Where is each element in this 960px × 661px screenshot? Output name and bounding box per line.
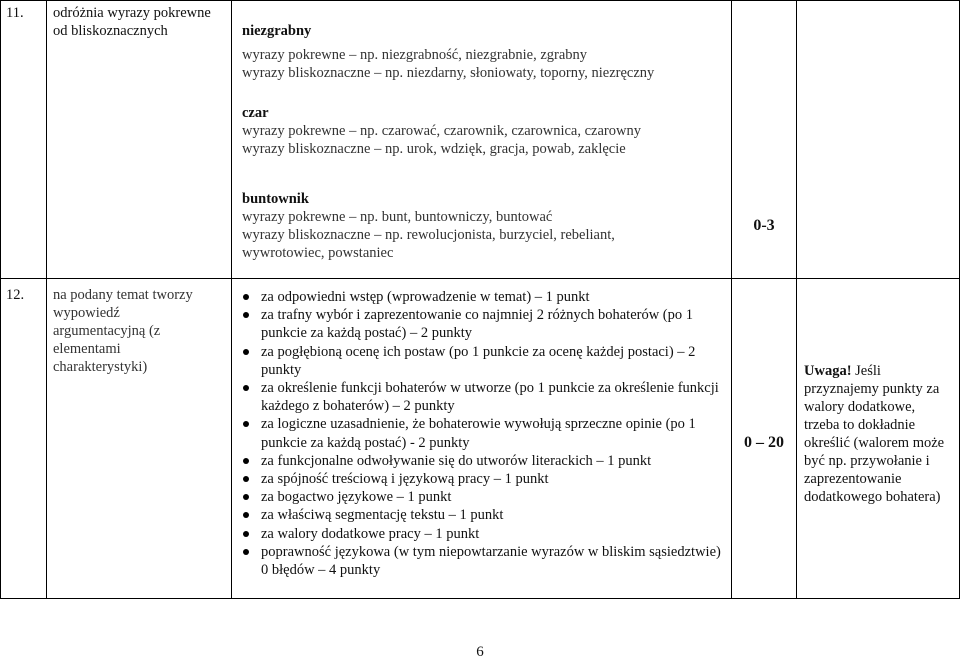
note-text: Jeśli przyznajemy punkty za walory dodatkowe, trzeba to dokładnie określić (walorem może być np. przywołanie i zaprezentowanie dodatkowego bohatera) — [804, 363, 945, 505]
line-text: – np. niezdarny, słoniowaty, toporny, niezręczny — [370, 65, 655, 81]
row12-number: 12. — [6, 287, 25, 303]
line-label: wyrazy pokrewne — [242, 123, 346, 139]
word-group — [242, 98, 722, 190]
list-item — [239, 415, 724, 451]
row11-points: 0-3 — [753, 217, 775, 234]
row11-task: odróżnia wyrazy pokrewne od bliskoznacznych — [53, 5, 211, 39]
list-item — [239, 506, 724, 524]
group-line — [242, 64, 722, 82]
bullet-icon — [243, 494, 249, 500]
word-group — [242, 190, 722, 262]
list-item — [239, 343, 724, 379]
group-line — [242, 208, 722, 226]
row11-number: 11. — [6, 5, 24, 21]
list-item — [239, 525, 724, 543]
line-label: wyrazy pokrewne — [242, 47, 346, 63]
word-group — [242, 22, 722, 98]
group-line — [242, 226, 722, 244]
list-item — [239, 306, 724, 342]
bullet-icon — [243, 512, 249, 518]
criterion-text: za funkcjonalne odwoływanie się do utworów literackich – 1 punkt — [261, 452, 652, 469]
group-line — [242, 244, 722, 262]
criterion-text: za bogactwo językowe – 1 punkt — [261, 489, 452, 506]
group-word: niezgrabny — [242, 23, 312, 39]
bullet-icon — [243, 531, 249, 537]
errors-line: 0 błędów – 4 punkty — [261, 562, 381, 579]
list-item — [239, 543, 724, 579]
line-text: – np. bunt, buntowniczy, buntować — [345, 209, 553, 225]
row12-points: 0 – 20 — [744, 434, 784, 451]
group-line — [242, 46, 722, 64]
row11-content — [242, 22, 722, 262]
col-divider-task — [231, 0, 232, 599]
list-item — [239, 470, 724, 488]
bullet-icon — [243, 421, 249, 427]
bullet-icon — [243, 476, 249, 482]
criterion-text: za pogłębioną ocenę ich postaw (po 1 punkcie za ocenę każdej postaci) – 2 punkty — [261, 343, 696, 378]
col-divider-content — [731, 0, 732, 599]
criterion-text: za trafny wybór i zaprezentowanie co najmniej 2 różnych bohaterów (po 1 punkcie za każdą postać) – 2 punkty — [261, 307, 694, 342]
criterion-text: za właściwą segmentację tekstu – 1 punkt — [261, 507, 504, 524]
table-border-left — [0, 0, 1, 599]
criterion-text: poprawność językowa (w tym niepowtarzanie wyrazów w bliskim sąsiedztwie) — [261, 543, 721, 560]
table-border-bottom — [0, 598, 960, 599]
group-word: buntownik — [242, 191, 309, 207]
list-item — [239, 379, 724, 415]
note-label: Uwaga! — [804, 363, 852, 379]
bullet-icon — [243, 312, 249, 318]
bullet-icon — [243, 349, 249, 355]
list-item — [239, 452, 724, 470]
criterion-text: za określenie funkcji bohaterów w utworze (po 1 punkcie za określenie funkcji każdego z bohaterów) – 2 punkty — [261, 380, 719, 415]
list-item — [239, 488, 724, 506]
line-label: wyrazy pokrewne — [242, 209, 346, 225]
col-divider-num — [46, 0, 47, 599]
criterion-text: za walory dodatkowe pracy – 1 punkt — [261, 525, 480, 542]
criteria-list — [239, 288, 724, 579]
line-text: – np. czarować, czarownik, czarownica, czarowny — [345, 123, 641, 139]
line-text: – np. rewolucjonista, burzyciel, rebeliant, — [370, 227, 615, 243]
group-line — [242, 122, 722, 140]
col-divider-points — [796, 0, 797, 599]
row-divider — [0, 278, 960, 279]
criterion-text: za logiczne uzasadnienie, że bohaterowie wywołują sprzeczne opinie (po 1 punkcie za każdą postać) - 2 punkty — [261, 416, 696, 451]
bullet-icon — [243, 549, 249, 555]
bullet-icon — [243, 458, 249, 464]
line-text: – np. urok, wdzięk, gracja, powab, zaklęcie — [370, 141, 626, 157]
bullet-icon — [243, 385, 249, 391]
line-text: – np. niezgrabność, niezgrabnie, zgrabny — [345, 47, 588, 63]
list-item — [239, 288, 724, 306]
row12-task: na podany temat tworzy wypowiedź argumentacyjną (z elementami charakterystyki) — [53, 287, 193, 375]
table-border-top — [0, 0, 960, 1]
row12-criteria — [239, 288, 724, 579]
line-text: wywrotowiec, powstaniec — [242, 245, 394, 261]
criterion-text: za spójność treściową i językową pracy – 1 punkt — [261, 471, 549, 488]
criterion-text: za odpowiedni wstęp (wprowadzenie w temat) – 1 punkt — [261, 289, 590, 305]
group-word: czar — [242, 105, 269, 121]
row12-note — [804, 362, 954, 506]
line-label: wyrazy bliskoznaczne — [242, 65, 371, 81]
line-label: wyrazy bliskoznaczne — [242, 141, 371, 157]
line-label: wyrazy bliskoznaczne — [242, 227, 371, 243]
group-line — [242, 140, 722, 158]
bullet-icon — [243, 294, 249, 300]
page-number: 6 — [476, 644, 484, 660]
